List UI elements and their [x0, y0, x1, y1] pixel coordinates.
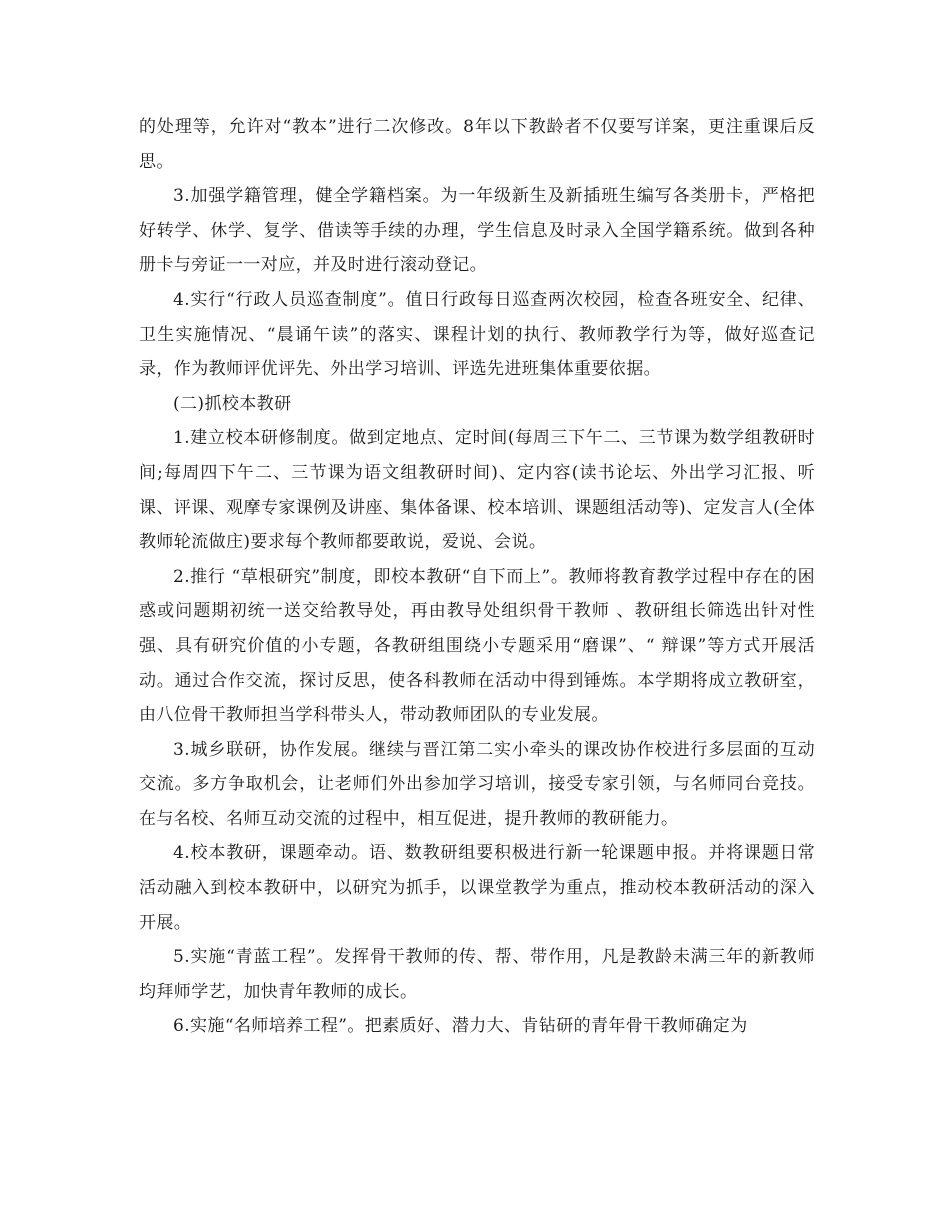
paragraph-patrol-system: 4.实行“行政人员巡查制度”。值日行政每日巡查两次校园，检查各班安全、纪律、卫生实施情况、“晨诵午读”的落实、课程计划的执行、教师教学行为等，做好巡查记录，作为教师评优评先、外出学习培训、评选先进班集体重要依据。 [139, 289, 815, 380]
paragraph-research-system: 1.建立校本研修制度。做到定地点、定时间(每周三下午二、三节课为数学组教研时间;每周四下午二、三节课为语文组教研时间)、定内容(读书论坛、外出学习汇报、听课、评课、观摩专家课例及讲座、集体备课、校本培训、课题组活动等)、定发言人(全体教师轮流做庄)要求每个教师都要敢说，爱说、会说。 [139, 428, 815, 553]
paragraph-urban-rural-research: 3.城乡联研，协作发展。继续与晋江第二实小牵头的课改协作校进行多层面的互动交流。多方争取机会，让老师们外出参加学习培训，接受专家引领，与名师同台竞技。在与名校、名师互动交流的过程中，相互促进，提升教师的教研能力。 [139, 739, 815, 829]
paragraph-qinglan-project: 5.实施“青蓝工程”。发挥骨干教师的传、帮、带作用，凡是教龄未满三年的新教师均拜师学艺，加快青年教师的成长。 [139, 947, 815, 1002]
paragraph-famous-teacher-project: 6.实施“名师培养工程”。把素质好、潜力大、肯钻研的青年骨干教师确定为 [173, 1016, 748, 1037]
paragraph-continuation: 的处理等，允许对“教本”进行二次修改。8年以下教龄者不仅要写详案，更注重课后反思。 [139, 117, 815, 172]
document-body [139, 110, 815, 1044]
section-heading-school-research: (二)抓校本教研 [173, 393, 292, 414]
paragraph-topic-driven-research: 4.校本教研，课题牵动。语、数教研组要积极进行新一轮课题申报。并将课题日常活动融入到校本教研中，以研究为抓手，以课堂教学为重点，推动校本教研活动的深入开展。 [139, 843, 815, 933]
paragraph-student-records: 3.加强学籍管理，健全学籍档案。为一年级新生及新插班生编写各类册卡，严格把好转学、休学、复学、借读等手续的办理，学生信息及时录入全国学籍系统。做到各种册卡与旁证一一对应，并及时进行滚动登记。 [139, 186, 815, 276]
paragraph-grassroots-research: 2.推行 “草根研究”制度，即校本教研“自下而上”。教师将教育教学过程中存在的困惑或问题期初统一送交给教导处，再由教导处组织骨干教师 、教研组长筛选出针对性强、具有研究价值的小专题，各教研组围绕小专题采用“磨课”、“ 辩课”等方式开展活动。通过合作交流，探讨反思，使各科教师在活动中得到锤炼。本学期将成立教研室，由八位骨干教师担当学科带头人，带动教师团队的专业发展。 [139, 566, 815, 726]
